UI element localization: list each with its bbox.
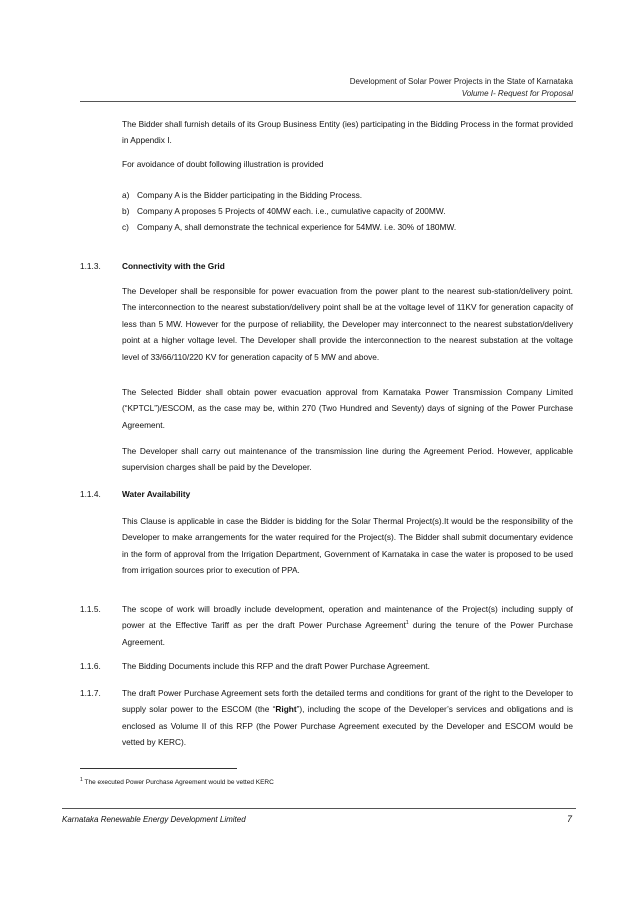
footnote-text: The executed Power Purchase Agreement would be vetted KERC — [84, 779, 274, 786]
connectivity-paragraph-1: The Developer shall be responsible for power evacuation from the power plant to the nearest sub-station/delivery point. The interconnection to the nearest substation/delivery point shall be at the voltage level of 11KV for generation capacity of less than 5 MW. However for the purpose of reliability, the Developer may interconnect to the nearest substation/delivery point at a higher voltage level. The Developer shall provide the interconnection to the nearest substation at the voltage level of 33/66/110/220 KV for generation capacity of 5 MW and above. — [122, 286, 573, 362]
connectivity-paragraph-2: The Selected Bidder shall obtain power evacuation approval from Karnataka Power Transmission Company Limited (“KPTCL”)/ESCOM, as the case may be, within 270 (Two Hundred and Seventy) days of signing of the Power Purchase Agreement. — [122, 387, 573, 430]
footer-rule — [62, 808, 576, 809]
bidding-documents-paragraph: The Bidding Documents include this RFP and the draft Power Purchase Agreement. — [122, 661, 430, 671]
section-number: 1.1.3. — [80, 261, 101, 271]
intro-paragraph-2: For avoidance of doubt following illustration is provided — [122, 159, 324, 169]
section-number: 1.1.5. — [80, 604, 101, 614]
ppa-text: The draft Power Purchase Agreement sets forth the detailed terms and conditions for grant of the right to the Developer to supply solar power to the ESCOM (the “ — [122, 688, 573, 715]
list-item-text: Company A is the Bidder participating in the Bidding Process. — [137, 190, 363, 200]
scope-text-continued: during the tenure of the Power Purchase Agreement. — [122, 620, 574, 647]
section-title-water: Water Availability — [122, 489, 191, 499]
footnote — [80, 778, 274, 788]
footnote-reference: 1 — [405, 620, 409, 627]
list-item — [122, 219, 573, 235]
ppa-text-continued: ”), including the scope of the Developer’s services and obligations and is enclosed as Volume II of this RFP (the Power Purchase Agreement executed by the Developer and ESCOM would be vetted by KERC). — [122, 704, 574, 748]
list-item-label: c) — [122, 222, 129, 232]
list-item — [122, 203, 573, 219]
section-number: 1.1.6. — [80, 661, 101, 671]
ppa-text-bold: Right — [275, 704, 297, 715]
footer-org: Karnataka Renewable Energy Development Limited — [62, 815, 246, 824]
header-title: Development of Solar Power Projects in the State of Karnataka — [349, 77, 573, 86]
list-item-label: b) — [122, 206, 130, 216]
scope-text: The scope of work will broadly include development, operation and maintenance of the Project(s) including supply of power at the Effective Tariff as per the draft Power Purchase Agreement — [122, 604, 573, 631]
list-item-label: a) — [122, 190, 130, 200]
footnote-rule — [80, 768, 237, 769]
scope-paragraph — [122, 601, 573, 650]
section-number: 1.1.7. — [80, 688, 101, 698]
page-number: 7 — [566, 814, 572, 824]
list-item-text: Company A, shall demonstrate the technical experience for 54MW. i.e. 30% of 180MW. — [137, 222, 457, 232]
header-rule — [80, 101, 576, 102]
connectivity-paragraph-3: The Developer shall carry out maintenance of the transmission line during the Agreement Period. However, applicable supervision charges shall be paid by the Developer. — [122, 446, 573, 473]
header-subtitle: Volume I- Request for Proposal — [461, 89, 573, 98]
section-number: 1.1.4. — [80, 489, 101, 499]
section-title-connectivity: Connectivity with the Grid — [122, 261, 225, 271]
footnote-number: 1 — [80, 776, 83, 783]
intro-paragraph-1: The Bidder shall furnish details of its Group Business Entity (ies) participating in the Bidding Process in the format provided in Appendix I. — [122, 119, 573, 146]
list-item — [122, 187, 573, 203]
ppa-paragraph — [122, 685, 573, 751]
water-paragraph: This Clause is applicable in case the Bidder is bidding for the Solar Thermal Project(s).It would be the responsibility of the Developer to make arrangements for the water required for the Project(s). The Bidder shall submit documentary evidence in the form of approval from the Irrigation Department, Government of Karnataka in case the water is proposed to be used from irrigation sources prior to execution of PPA. — [122, 516, 573, 576]
list-item-text: Company A proposes 5 Projects of 40MW each. i.e., cumulative capacity of 200MW. — [137, 206, 446, 216]
